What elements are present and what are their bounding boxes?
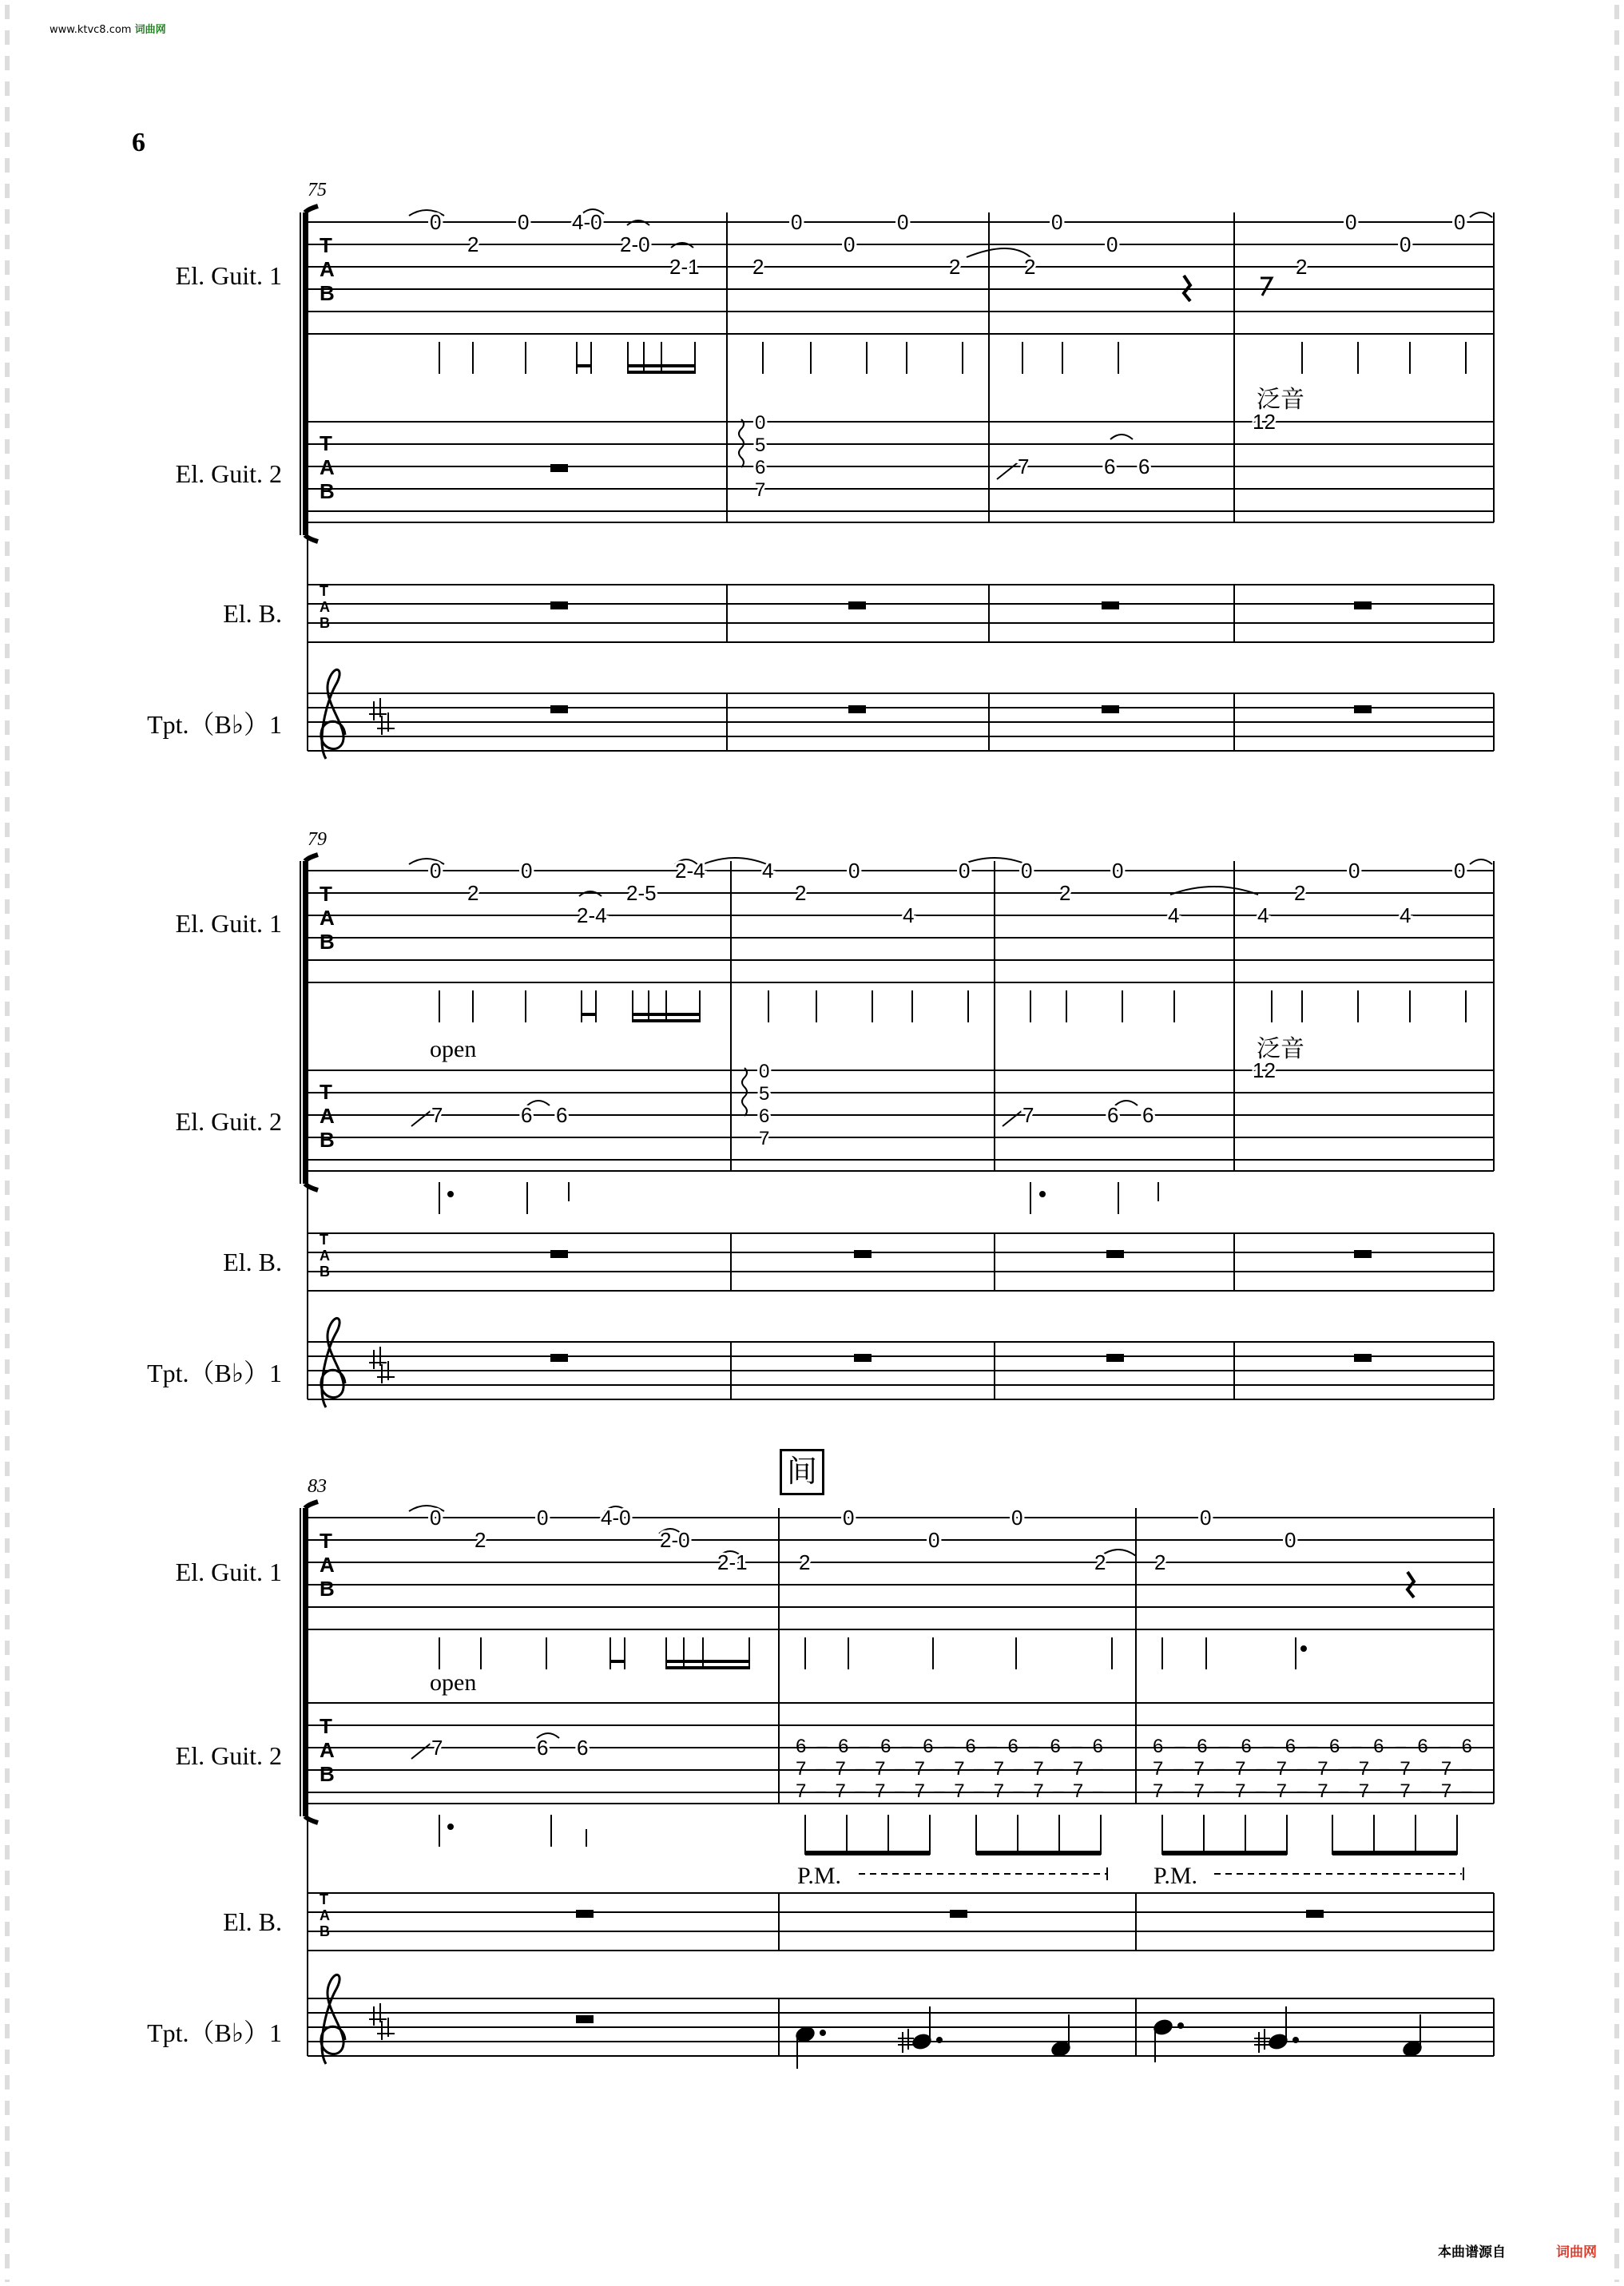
svg-text:2-0: 2-0 xyxy=(660,1528,690,1552)
svg-text:T: T xyxy=(320,1232,328,1248)
svg-text:6: 6 xyxy=(1138,454,1150,478)
svg-text:4: 4 xyxy=(1400,903,1412,927)
svg-text:7–7–7–7–7–7–7–7–: 7–7–7–7–7–7–7–7– xyxy=(796,1780,1103,1802)
svg-text:T: T xyxy=(320,1529,332,1553)
svg-text:0: 0 xyxy=(759,1061,770,1082)
svg-text:2: 2 xyxy=(1154,1550,1166,1574)
svg-text:0: 0 xyxy=(844,232,856,256)
svg-text:2: 2 xyxy=(1059,881,1071,905)
svg-text:B: B xyxy=(320,1577,335,1601)
svg-text:0: 0 xyxy=(1112,859,1124,883)
svg-text:0: 0 xyxy=(1011,1506,1023,1530)
open-label: open xyxy=(430,1669,477,1696)
svg-text:4: 4 xyxy=(903,903,915,927)
svg-text:6: 6 xyxy=(1142,1103,1154,1127)
svg-text:4: 4 xyxy=(762,859,774,883)
tab-clef: T xyxy=(320,233,332,257)
svg-text:0: 0 xyxy=(521,859,533,883)
svg-text:T: T xyxy=(320,583,328,599)
svg-text:2-5: 2-5 xyxy=(626,881,657,905)
svg-text:B: B xyxy=(320,1128,335,1152)
svg-text:2: 2 xyxy=(795,881,807,905)
svg-text:0: 0 xyxy=(430,210,442,234)
svg-text:T: T xyxy=(320,1714,332,1738)
svg-text:B: B xyxy=(320,930,335,954)
harmonic-label: 泛音 xyxy=(1257,387,1304,413)
svg-text:6: 6 xyxy=(556,1103,568,1127)
svg-text:12: 12 xyxy=(1253,410,1276,434)
svg-text:2-0: 2-0 xyxy=(620,232,650,256)
svg-text:B: B xyxy=(320,1923,330,1939)
svg-text:0: 0 xyxy=(755,412,766,434)
svg-text:A: A xyxy=(320,1248,330,1264)
svg-text:0: 0 xyxy=(897,210,909,234)
svg-text:2: 2 xyxy=(1094,1550,1106,1574)
svg-text:A: A xyxy=(320,906,335,930)
svg-text:T: T xyxy=(320,882,332,906)
svg-text:2: 2 xyxy=(474,1528,486,1552)
svg-text:0: 0 xyxy=(1348,859,1360,883)
svg-text:5: 5 xyxy=(759,1083,770,1105)
palm-mute-label: P.M. xyxy=(797,1863,842,1889)
instrument-label-bass: El. B. xyxy=(223,1248,282,1276)
instrument-label-trumpet: Tpt.（B♭）1 xyxy=(147,1359,282,1387)
instrument-label-trumpet: Tpt.（B♭）1 xyxy=(147,710,282,739)
measure-number: 75 xyxy=(308,180,327,200)
svg-text:0: 0 xyxy=(1285,1528,1296,1552)
svg-text:7–7–7–7–7–7–7–7–: 7–7–7–7–7–7–7–7– xyxy=(1153,1780,1472,1802)
svg-text:B: B xyxy=(320,1762,335,1786)
svg-text:4-0: 4-0 xyxy=(572,210,602,234)
rehearsal-mark: 间 xyxy=(780,1449,824,1495)
svg-text:6: 6 xyxy=(577,1736,589,1760)
svg-text:2-4: 2-4 xyxy=(675,859,705,883)
svg-text:2: 2 xyxy=(1294,881,1306,905)
instrument-label-bass: El. B. xyxy=(223,1907,282,1936)
svg-text:0: 0 xyxy=(1051,210,1063,234)
svg-text:6: 6 xyxy=(759,1105,770,1127)
svg-text:2: 2 xyxy=(949,255,961,279)
svg-text:7: 7 xyxy=(1018,454,1030,478)
svg-text:0: 0 xyxy=(791,210,803,234)
svg-text:0: 0 xyxy=(430,859,442,883)
svg-text:0: 0 xyxy=(1200,1506,1212,1530)
svg-text:A: A xyxy=(320,1553,335,1577)
svg-text:0: 0 xyxy=(1021,859,1033,883)
svg-text:0: 0 xyxy=(848,859,860,883)
site-url: www.ktvc8.com xyxy=(50,24,132,36)
footer-source-text: 本曲谱源自 xyxy=(1438,2244,1506,2260)
svg-text:7: 7 xyxy=(759,1128,770,1149)
svg-text:A: A xyxy=(320,599,330,615)
svg-text:7: 7 xyxy=(431,1736,443,1760)
measure-number: 83 xyxy=(308,1476,327,1497)
svg-text:6–6–6–6–6–6–6–6: 6–6–6–6–6–6–6–6 xyxy=(796,1736,1103,1757)
svg-text:A: A xyxy=(320,1738,335,1762)
instrument-label-guitar2: El. Guit. 2 xyxy=(175,1741,282,1770)
svg-text:B: B xyxy=(320,479,335,503)
svg-text:7: 7 xyxy=(431,1103,443,1127)
instrument-label-bass: El. B. xyxy=(223,599,282,628)
svg-text:0: 0 xyxy=(928,1528,940,1552)
footer-site-text: 词曲网 xyxy=(1556,2244,1597,2260)
svg-text:T: T xyxy=(320,431,332,455)
svg-text:B: B xyxy=(320,1264,330,1280)
svg-text:2: 2 xyxy=(467,232,479,256)
svg-text:0: 0 xyxy=(959,859,971,883)
svg-text:2: 2 xyxy=(799,1550,811,1574)
svg-text:0: 0 xyxy=(1345,210,1357,234)
svg-text:6: 6 xyxy=(537,1736,549,1760)
svg-text:A: A xyxy=(320,1907,330,1923)
svg-text:2: 2 xyxy=(752,255,764,279)
svg-text:B: B xyxy=(320,281,335,305)
instrument-label-guitar1: El. Guit. 1 xyxy=(175,909,282,938)
svg-text:2: 2 xyxy=(1024,255,1036,279)
svg-text:7: 7 xyxy=(1022,1103,1034,1127)
svg-text:2-1: 2-1 xyxy=(717,1550,748,1574)
svg-text:T: T xyxy=(320,1080,332,1104)
svg-text:4: 4 xyxy=(1257,903,1269,927)
svg-text:6: 6 xyxy=(755,457,766,478)
svg-text:6: 6 xyxy=(1107,1103,1119,1127)
svg-text:6: 6 xyxy=(521,1103,533,1127)
svg-text:6–6–6–6–6–6–6–6: 6–6–6–6–6–6–6–6 xyxy=(1153,1736,1472,1757)
svg-text:0: 0 xyxy=(430,1506,442,1530)
guitar1-tab-staff xyxy=(308,222,1494,334)
site-name: 词曲网 xyxy=(134,24,166,36)
palm-mute-label: P.M. xyxy=(1153,1863,1198,1889)
harmonic-label: 泛音 xyxy=(1257,1036,1304,1062)
instrument-label-guitar2: El. Guit. 2 xyxy=(175,1107,282,1136)
svg-text:5: 5 xyxy=(755,435,766,456)
svg-text:4: 4 xyxy=(1168,903,1180,927)
svg-text:0: 0 xyxy=(1400,232,1412,256)
svg-text:2: 2 xyxy=(1296,255,1308,279)
instrument-label-guitar1: El. Guit. 1 xyxy=(175,261,282,290)
svg-text:7: 7 xyxy=(755,479,766,501)
open-label: open xyxy=(430,1036,477,1062)
instrument-label-guitar1: El. Guit. 1 xyxy=(175,1558,282,1586)
svg-text:4-0: 4-0 xyxy=(601,1506,631,1530)
svg-text:B: B xyxy=(320,615,330,631)
svg-text:2: 2 xyxy=(467,881,479,905)
svg-text:12: 12 xyxy=(1253,1058,1276,1082)
svg-text:7–7–7–7–7–7–7–7–: 7–7–7–7–7–7–7–7– xyxy=(1153,1758,1472,1780)
svg-text:0: 0 xyxy=(1106,232,1118,256)
svg-text:0: 0 xyxy=(843,1506,855,1530)
measure-number: 79 xyxy=(308,829,327,850)
svg-text:T: T xyxy=(320,1891,328,1907)
svg-text:0: 0 xyxy=(1454,210,1466,234)
svg-text:2-4: 2-4 xyxy=(577,903,607,927)
svg-text:A: A xyxy=(320,1104,335,1128)
svg-text:2-1: 2-1 xyxy=(669,255,700,279)
svg-text:0: 0 xyxy=(537,1506,549,1530)
svg-text:A: A xyxy=(320,257,335,281)
page-number: 6 xyxy=(132,128,145,157)
svg-text:0: 0 xyxy=(1454,859,1466,883)
instrument-label-guitar2: El. Guit. 2 xyxy=(175,459,282,488)
svg-text:6: 6 xyxy=(1104,454,1116,478)
svg-text:0: 0 xyxy=(518,210,530,234)
svg-text:A: A xyxy=(320,455,335,479)
instrument-label-trumpet: Tpt.（B♭）1 xyxy=(147,2018,282,2047)
svg-text:7–7–7–7–7–7–7–7–: 7–7–7–7–7–7–7–7– xyxy=(796,1758,1103,1780)
